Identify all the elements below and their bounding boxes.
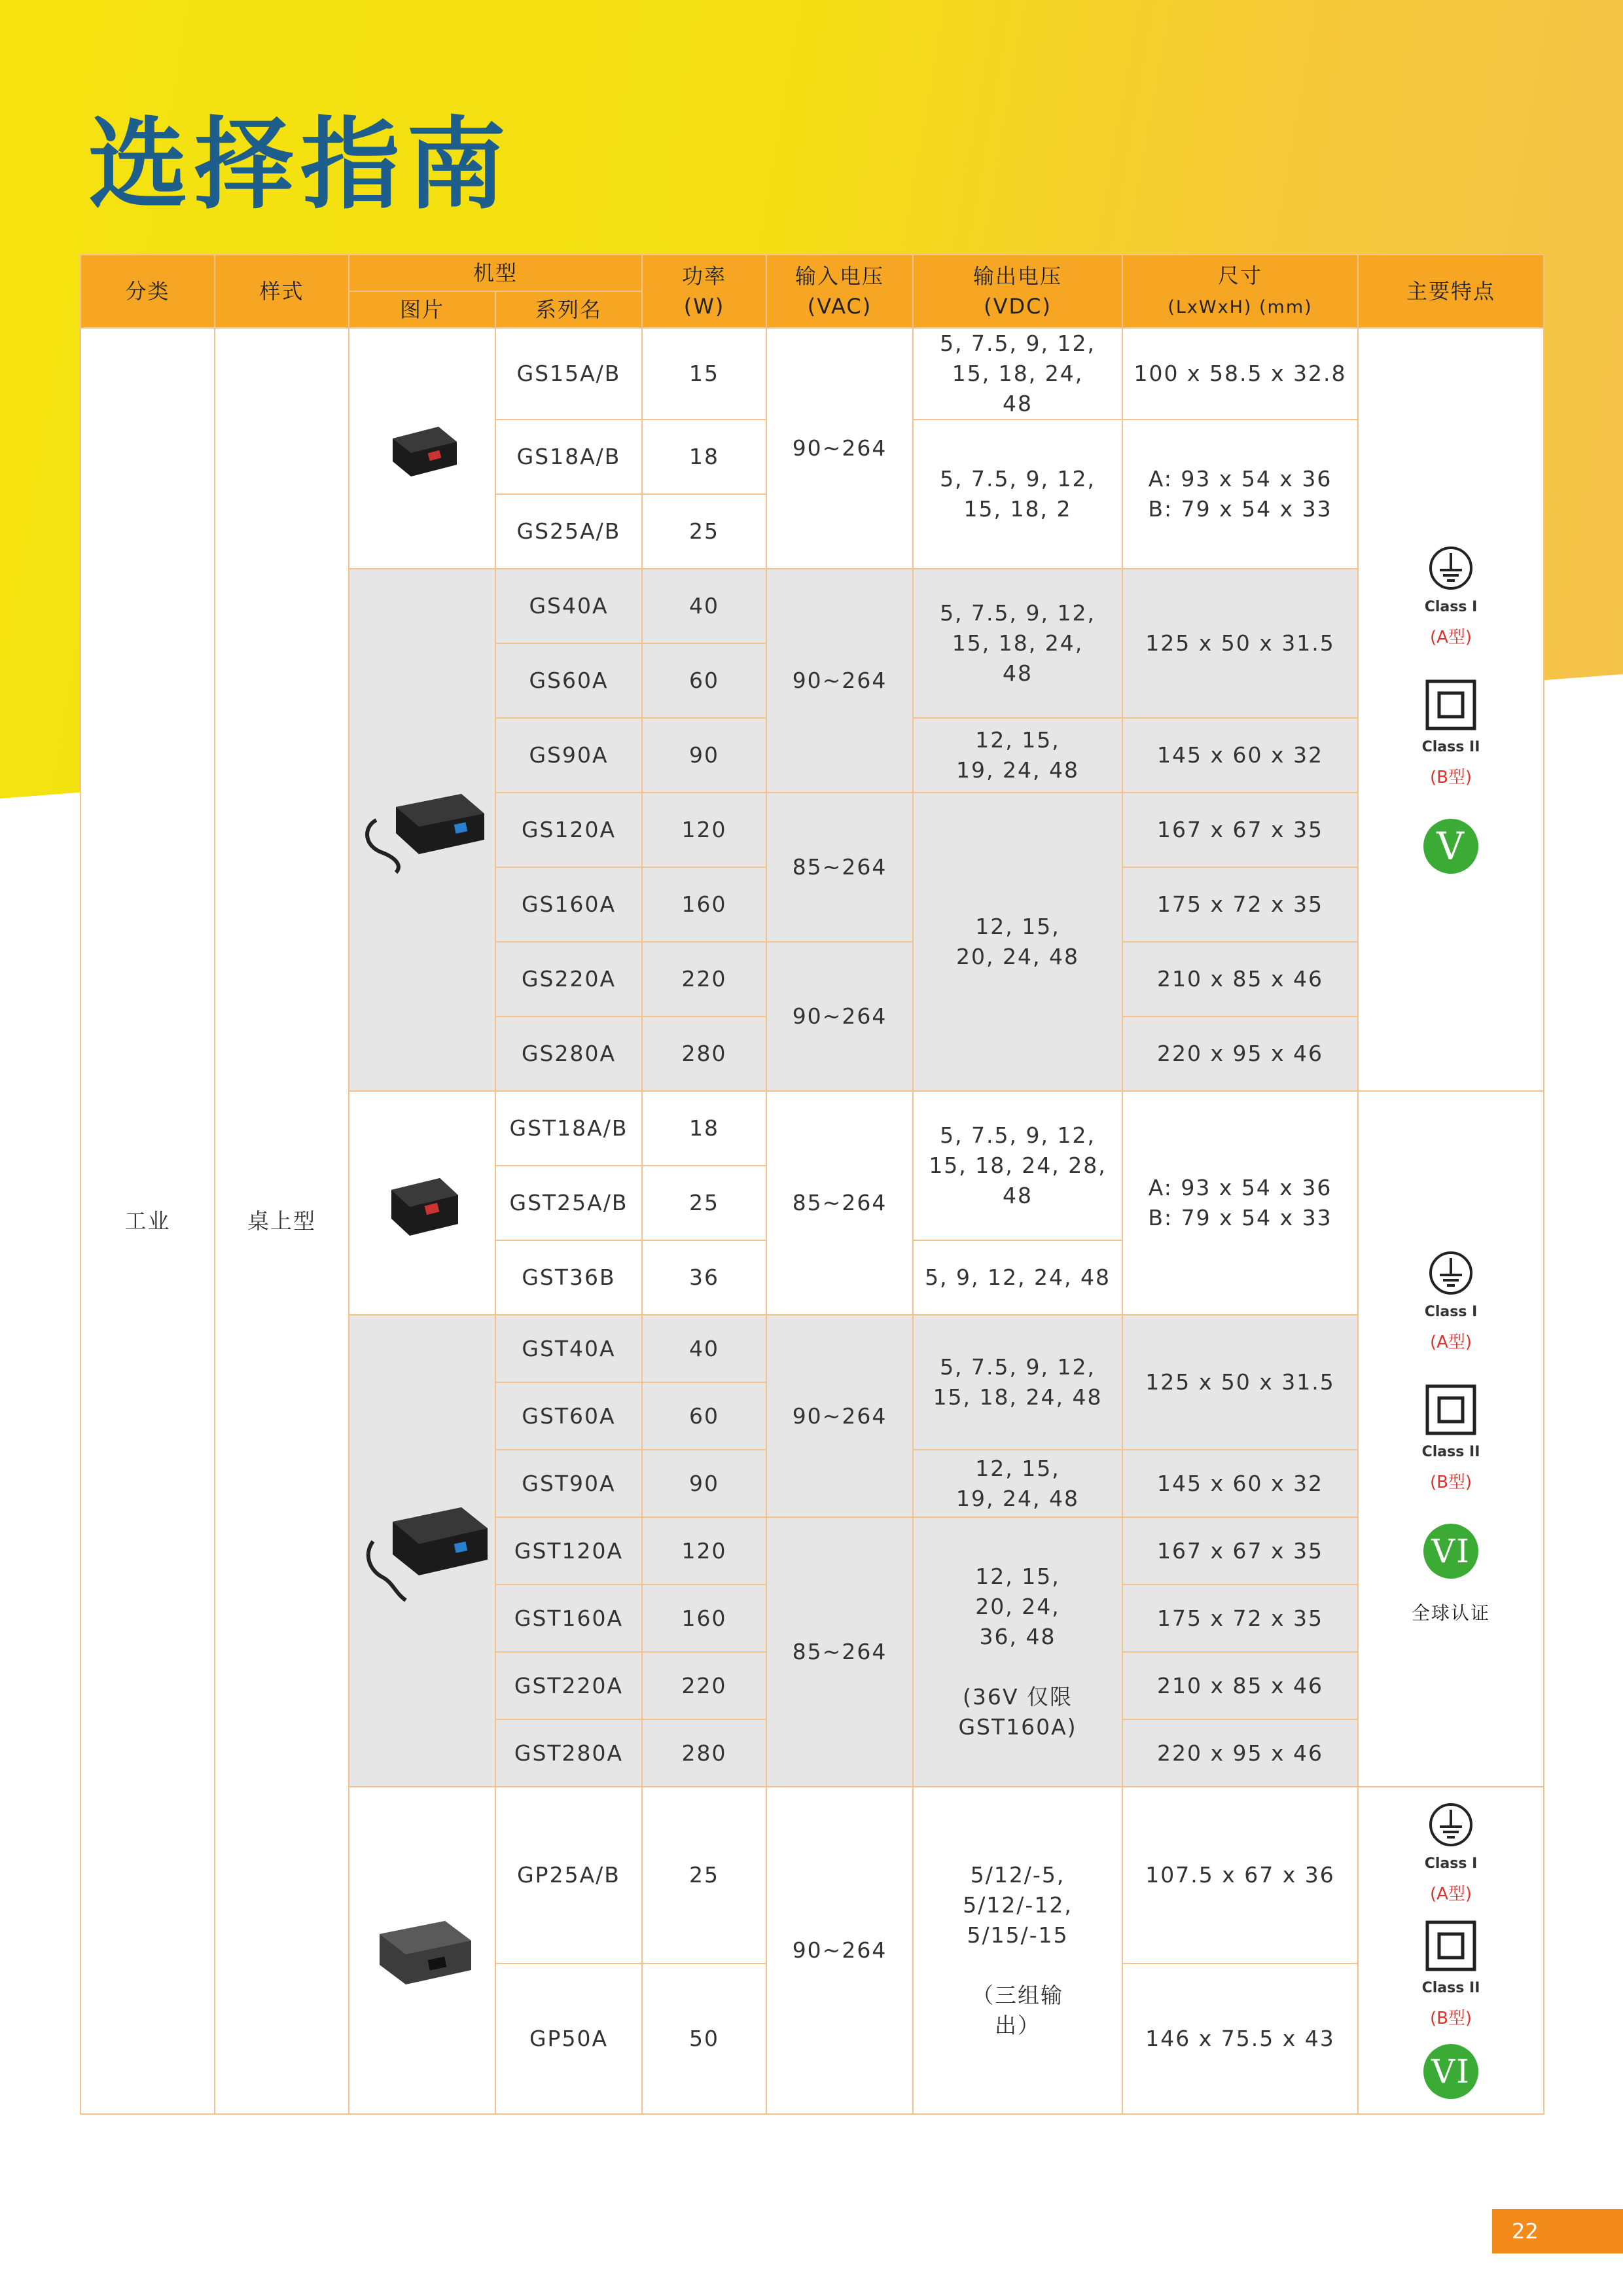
header-series: 系列名	[495, 291, 642, 328]
size-cell: 146 x 75.5 x 43	[1122, 1964, 1358, 2114]
power-cell: 40	[642, 1315, 766, 1382]
input-cell: 85~264	[766, 793, 913, 942]
power-cell: 18	[642, 1091, 766, 1166]
series-cell: GST280A	[495, 1719, 642, 1787]
series-cell: GST60A	[495, 1382, 642, 1450]
input-cell: 90~264	[766, 1315, 913, 1517]
power-cell: 280	[642, 1016, 766, 1091]
power-cell: 25	[642, 494, 766, 569]
power-cell: 160	[642, 867, 766, 942]
power-cell: 90	[642, 718, 766, 793]
class-2-double-insulation-icon	[1425, 1384, 1477, 1436]
class-1-ground-icon	[1428, 1802, 1474, 1848]
class-1-ground-icon	[1428, 545, 1474, 591]
page-number: 22	[1492, 2209, 1623, 2253]
product-photo-gp	[349, 1787, 495, 2114]
size-cell: 145 x 60 x 32	[1122, 718, 1358, 793]
size-cell: 175 x 72 x 35	[1122, 1585, 1358, 1652]
global-certification-label: 全球认证	[1412, 1602, 1491, 1624]
style-cell: 桌上型	[215, 328, 349, 2114]
size-cell: 125 x 50 x 31.5	[1122, 569, 1358, 718]
power-cell: 90	[642, 1450, 766, 1517]
output-cell: 5, 9, 12, 24, 48	[913, 1240, 1122, 1315]
size-cell: 167 x 67 x 35	[1122, 793, 1358, 867]
header-features: 主要特点	[1358, 255, 1544, 328]
page-title: 选择指南	[88, 107, 512, 223]
size-cell: 220 x 95 x 46	[1122, 1016, 1358, 1091]
series-cell: GS15A/B	[495, 328, 642, 420]
input-cell: 90~264	[766, 569, 913, 793]
series-cell: GS120A	[495, 793, 642, 867]
adapter-image	[380, 1164, 465, 1242]
size-cell: A: 93 x 54 x 36 B: 79 x 54 x 33	[1122, 1091, 1358, 1315]
size-cell: 210 x 85 x 46	[1122, 1652, 1358, 1719]
features-cell-gst: Class I (A型) Class II (B型) VI 全球认证	[1358, 1091, 1544, 1787]
series-cell: GS60A	[495, 643, 642, 718]
series-cell: GS90A	[495, 718, 642, 793]
header-size: 尺寸 (LxWxH) (mm)	[1122, 255, 1358, 328]
power-cell: 36	[642, 1240, 766, 1315]
header-power: 功率 (W)	[642, 255, 766, 328]
features-cell-gs: Class I (A型) Class II (B型) V	[1358, 328, 1544, 1091]
size-cell: 220 x 95 x 46	[1122, 1719, 1358, 1787]
series-cell: GST90A	[495, 1450, 642, 1517]
header-output: 输出电压 (VDC)	[913, 255, 1122, 328]
power-cell: 25	[642, 1787, 766, 1964]
power-cell: 120	[642, 1517, 766, 1585]
power-cell: 18	[642, 420, 766, 494]
product-photo-gst-small	[349, 1091, 495, 1315]
header-category: 分类	[80, 255, 215, 328]
power-cell: 120	[642, 793, 766, 867]
adapter-image	[357, 781, 488, 879]
input-cell: 85~264	[766, 1517, 913, 1787]
header-model: 机型	[349, 255, 642, 291]
series-cell: GP25A/B	[495, 1787, 642, 1964]
output-cell: 5, 7.5, 9, 12, 15, 18, 24, 28, 48	[913, 1091, 1122, 1240]
class-2-double-insulation-icon	[1425, 1920, 1477, 1972]
power-cell: 220	[642, 942, 766, 1016]
power-cell: 220	[642, 1652, 766, 1719]
size-cell: 210 x 85 x 46	[1122, 942, 1358, 1016]
series-cell: GS18A/B	[495, 420, 642, 494]
efficiency-level-vi-badge: VI	[1423, 2044, 1478, 2099]
series-cell: GST18A/B	[495, 1091, 642, 1166]
output-cell: 5, 7.5, 9, 12, 15, 18, 24, 48	[913, 569, 1122, 718]
series-cell: GS220A	[495, 942, 642, 1016]
features-cell-gp: Class I (A型) Class II (B型) VI	[1358, 1787, 1544, 2114]
power-cell: 60	[642, 643, 766, 718]
series-cell: GST36B	[495, 1240, 642, 1315]
input-cell: 85~264	[766, 1091, 913, 1315]
series-cell: GS25A/B	[495, 494, 642, 569]
series-cell: GST220A	[495, 1652, 642, 1719]
product-photo-gst-large	[349, 1315, 495, 1787]
size-cell: 100 x 58.5 x 32.8	[1122, 328, 1358, 420]
output-cell: 5, 7.5, 9, 12, 15, 18, 24, 48	[913, 328, 1122, 420]
series-cell: GST25A/B	[495, 1166, 642, 1240]
power-cell: 160	[642, 1585, 766, 1652]
power-cell: 15	[642, 328, 766, 420]
header-style: 样式	[215, 255, 349, 328]
output-cell: 12, 15, 20, 24, 36, 48 (36V 仅限 GST160A)	[913, 1517, 1122, 1787]
series-cell: GST120A	[495, 1517, 642, 1585]
size-cell: A: 93 x 54 x 36 B: 79 x 54 x 33	[1122, 420, 1358, 569]
output-cell: 5, 7.5, 9, 12, 15, 18, 24, 48	[913, 1315, 1122, 1450]
power-cell: 280	[642, 1719, 766, 1787]
class-2-double-insulation-icon	[1425, 679, 1477, 731]
adapter-image	[380, 412, 465, 484]
size-cell: 125 x 50 x 31.5	[1122, 1315, 1358, 1450]
output-cell: 5, 7.5, 9, 12, 15, 18, 2	[913, 420, 1122, 569]
size-cell: 175 x 72 x 35	[1122, 867, 1358, 942]
power-cell: 40	[642, 569, 766, 643]
efficiency-level-vi-badge: VI	[1423, 1524, 1478, 1579]
power-cell: 50	[642, 1964, 766, 2114]
size-cell: 167 x 67 x 35	[1122, 1517, 1358, 1585]
power-cell: 60	[642, 1382, 766, 1450]
efficiency-level-v-badge: V	[1423, 819, 1478, 874]
size-cell: 107.5 x 67 x 36	[1122, 1787, 1358, 1964]
output-cell: 12, 15, 19, 24, 48	[913, 718, 1122, 793]
output-cell: 12, 15, 20, 24, 48	[913, 793, 1122, 1091]
adapter-image	[366, 1905, 478, 1996]
category-cell: 工业	[80, 328, 215, 2114]
size-cell: 145 x 60 x 32	[1122, 1450, 1358, 1517]
adapter-image	[353, 1496, 491, 1607]
selection-guide-table	[80, 254, 1544, 2115]
series-cell: GS40A	[495, 569, 642, 643]
output-cell: 12, 15, 19, 24, 48	[913, 1450, 1122, 1517]
series-cell: GST160A	[495, 1585, 642, 1652]
input-cell: 90~264	[766, 1787, 913, 2114]
input-cell: 90~264	[766, 328, 913, 569]
header-input: 输入电压 (VAC)	[766, 255, 913, 328]
input-cell: 90~264	[766, 942, 913, 1091]
product-photo-gs-small	[349, 328, 495, 569]
header-photo: 图片	[349, 291, 495, 328]
series-cell: GS160A	[495, 867, 642, 942]
series-cell: GP50A	[495, 1964, 642, 2114]
product-photo-gs-large	[349, 569, 495, 1091]
output-cell: 5/12/-5, 5/12/-12, 5/15/-15 （三组输出）	[913, 1787, 1122, 2114]
power-cell: 25	[642, 1166, 766, 1240]
series-cell: GS280A	[495, 1016, 642, 1091]
class-1-ground-icon	[1428, 1250, 1474, 1296]
series-cell: GST40A	[495, 1315, 642, 1382]
